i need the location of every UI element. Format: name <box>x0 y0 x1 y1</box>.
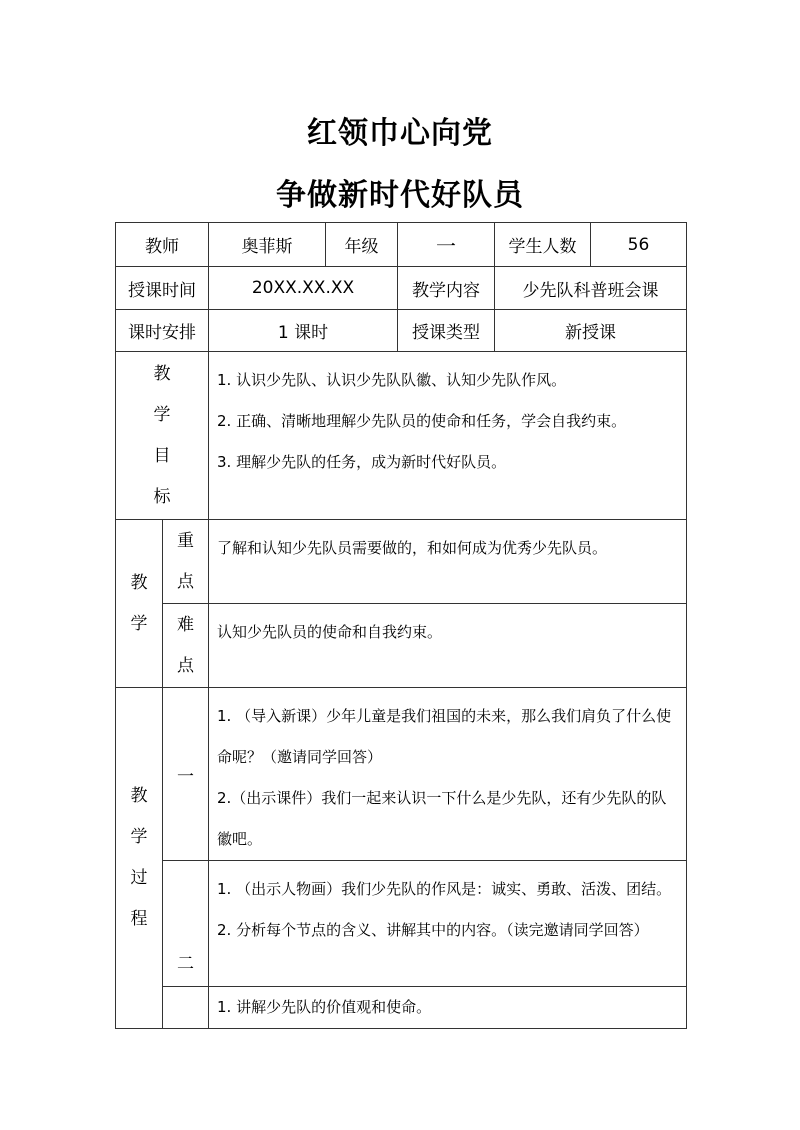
info-row-1 <box>116 223 687 267</box>
goals-label-char: 学 <box>153 404 171 425</box>
grade-value: 一 <box>398 223 495 267</box>
goals-label <box>116 352 209 520</box>
process-label-char: 过 <box>130 868 148 888</box>
goal-item: 3. 理解少先队的任务，成为新时代好队员。 <box>217 453 507 471</box>
time-value: 20XX.XX.XX <box>209 267 398 310</box>
process-step-2-row <box>116 861 687 987</box>
process-item: 1. （出示人物画）我们少先队的作风是：诚实、勇敢、活泼、团结。 <box>217 880 672 898</box>
process-label-char: 教 <box>130 786 148 806</box>
key-point-content <box>209 520 687 604</box>
content-value: 少先队科普班会课 <box>495 267 687 310</box>
type-value: 新授课 <box>495 310 687 352</box>
goal-item: 1. 认识少先队、认识少先队队徽、认知少先队作风。 <box>217 371 567 389</box>
process-label-char: 学 <box>130 827 148 847</box>
difficult-point-row <box>116 604 687 688</box>
focus-label-char: 教 <box>130 572 148 593</box>
focus-label-char: 学 <box>130 613 148 634</box>
lesson-plan-table <box>115 222 687 1029</box>
process-step-1-content <box>209 688 687 861</box>
hours-label: 课时安排 <box>116 310 209 352</box>
process-item: 2. 分析每个节点的含义、讲解其中的内容。（读完邀请同学回答） <box>217 921 649 939</box>
goals-label-char: 标 <box>153 486 171 507</box>
document-title: 红领巾心向党 <box>307 116 493 151</box>
key-point-char: 点 <box>177 571 194 592</box>
difficult-point-char: 难 <box>177 614 194 635</box>
goals-label-char: 目 <box>153 445 171 466</box>
document-subtitle: 争做新时代好队员 <box>276 178 524 213</box>
process-step-3-row <box>116 987 687 1029</box>
process-label-char: 程 <box>130 909 148 929</box>
type-label: 授课类型 <box>398 310 495 352</box>
process-step-2-content <box>209 861 687 987</box>
difficult-point-text: 认知少先队员的使命和自我约束。 <box>217 623 443 641</box>
info-row-3 <box>116 310 687 352</box>
content-label: 教学内容 <box>398 267 495 310</box>
process-step-3-content <box>209 987 687 1029</box>
time-label: 授课时间 <box>116 267 209 310</box>
students-value: 56 <box>591 223 687 267</box>
difficult-point-char: 点 <box>177 655 194 676</box>
process-step-1-row <box>116 688 687 861</box>
key-point-char: 重 <box>177 530 194 551</box>
teacher-label: 教师 <box>116 223 209 267</box>
goals-content <box>209 352 687 520</box>
process-label <box>116 688 163 1029</box>
key-point-label <box>163 520 209 604</box>
goals-row <box>116 352 687 520</box>
process-item: 1. （导入新课）少年儿童是我们祖国的未来，那么我们肩负了什么使命呢？（邀请同学回答） <box>217 707 672 766</box>
process-step-1-label: 一 <box>163 688 209 861</box>
key-point-text: 了解和认知少先队员需要做的，和如何成为优秀少先队员。 <box>217 539 608 557</box>
grade-label: 年级 <box>326 223 398 267</box>
process-item: 2.（出示课件）我们一起来认识一下什么是少先队，还有少先队的队徽吧。 <box>217 789 667 848</box>
difficult-point-content <box>209 604 687 688</box>
goal-item: 2. 正确、清晰地理解少先队员的使命和任务，学会自我约束。 <box>217 412 627 430</box>
key-point-row <box>116 520 687 604</box>
teacher-value: 奥菲斯 <box>209 223 326 267</box>
process-step-2-label: 二 <box>163 861 209 987</box>
goals-label-char: 教 <box>153 363 171 384</box>
focus-label <box>116 520 163 688</box>
hours-value: 1 课时 <box>209 310 398 352</box>
process-item: 1. 讲解少先队的价值观和使命。 <box>217 998 432 1016</box>
info-row-2 <box>116 267 687 310</box>
students-label: 学生人数 <box>495 223 591 267</box>
difficult-point-label <box>163 604 209 688</box>
process-step-3-label <box>163 987 209 1029</box>
